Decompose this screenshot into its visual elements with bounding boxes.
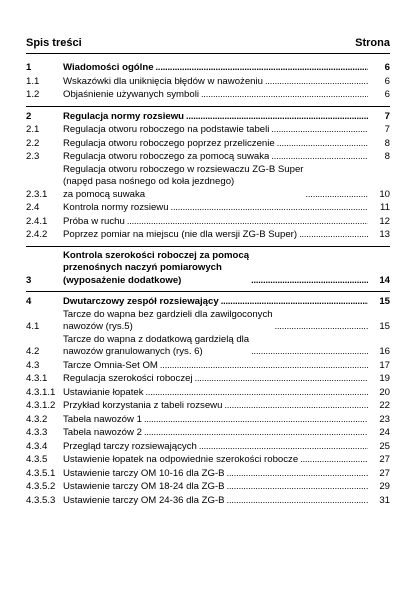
toc-entry-page: 6 <box>384 89 390 100</box>
toc-entry-number: 4 <box>26 296 32 307</box>
toc-entry-title-line: Regulacja otworu roboczego za pomocą suwaka <box>63 151 270 162</box>
toc-entry <box>26 75 390 89</box>
toc-entry-title-line: Objaśnienie używanych symboli <box>63 89 199 100</box>
toc-entry-title-line: Tarcze Omnia-Set OM <box>63 359 158 371</box>
toc-entry <box>26 164 390 202</box>
toc-entry-page: 12 <box>379 215 390 227</box>
dot-leader <box>306 188 369 202</box>
toc-entry-title-line: Regulacja szerokości roboczej <box>63 373 193 384</box>
toc-entry-number: 4.3.1 <box>26 373 48 384</box>
toc-entry-number: 4.3.5.1 <box>26 467 56 479</box>
toc-entry <box>26 228 390 242</box>
toc-entry-page: 17 <box>379 359 390 371</box>
toc-entry-page: 20 <box>379 386 390 398</box>
toc-entry-number: 2.3 <box>26 151 40 162</box>
toc-entry-title <box>63 250 249 288</box>
toc-entry-title-line: Regulacja otworu roboczego w rozsiewaczu ZG-B Super <box>63 163 304 175</box>
toc-entry-number: 4.3.1.1 <box>26 386 56 398</box>
toc-entry-number: 2.1 <box>26 124 40 135</box>
toc-entry-number: 4.3.5.2 <box>26 481 56 492</box>
toc-entry <box>26 453 390 467</box>
toc-entry-page: 19 <box>379 373 390 384</box>
toc-entry-title-line: Regulacja normy rozsiewu <box>63 110 185 122</box>
toc-entry-title-line: Przegląd tarczy rozsiewających <box>63 440 197 452</box>
toc-entry-title-line: Tabela nawozów 1 <box>63 413 142 425</box>
toc-entry-title <box>63 138 275 151</box>
dot-leader <box>277 137 368 151</box>
toc-entry-number: 4.3 <box>26 359 40 371</box>
toc-entry-number: 1.2 <box>26 89 40 100</box>
toc-entry-title-line: Tabela nawozów 2 <box>63 427 142 438</box>
toc-entry-page: 24 <box>379 427 390 438</box>
dot-leader <box>221 295 368 309</box>
toc-entry-page: 25 <box>379 440 390 452</box>
toc-entry-page: 15 <box>379 321 390 332</box>
dot-leader <box>201 88 368 102</box>
dot-leader <box>156 61 368 75</box>
toc-entry-title <box>63 296 219 309</box>
toc-chapter-entry <box>26 246 390 288</box>
toc-entry-page: 16 <box>379 346 390 357</box>
toc-entry-title <box>63 334 249 359</box>
toc-entry-number: 2.4 <box>26 202 40 213</box>
dot-leader <box>127 215 368 229</box>
dot-leader <box>251 274 368 288</box>
toc-entry-number: 4.3.4 <box>26 440 48 452</box>
toc-entry-page: 29 <box>379 481 390 492</box>
toc-entry-title <box>63 124 269 137</box>
toc-entry-title <box>63 427 142 440</box>
toc-entry-number: 4.2 <box>26 346 40 357</box>
toc-entry <box>26 150 390 164</box>
toc-entry-title-line: Próba w ruchu <box>63 215 125 227</box>
toc-entry-number: 4.1 <box>26 321 40 332</box>
toc-entry-title-line: Dwutarczowy zespół rozsiewający <box>63 296 219 307</box>
toc-entry-title-line: Wiadomości ogólne <box>63 62 154 73</box>
toc-entry-page: 13 <box>379 229 390 240</box>
toc-entry-title <box>63 360 158 373</box>
toc-entry-page: 6 <box>384 75 390 87</box>
dot-leader <box>251 345 368 359</box>
toc-entry-title-line: Wskazówki dla uniknięcia błędów w nawożeniu <box>63 75 263 87</box>
toc-entry-page: 7 <box>384 124 390 135</box>
dot-leader <box>171 201 368 215</box>
dot-leader <box>300 453 368 467</box>
toc-entry-title <box>63 216 125 229</box>
table-of-contents <box>26 61 390 507</box>
toc-entry-title-line: za pomocą suwaka <box>63 188 146 200</box>
page-column-label: Strona <box>355 37 390 49</box>
toc-entry-title <box>63 468 225 481</box>
toc-entry-title-line: Ustawienie tarczy OM 24-36 dla ZG-B <box>63 494 225 506</box>
dot-leader <box>227 480 368 494</box>
toc-entry-title <box>63 373 193 386</box>
toc-header <box>26 35 390 54</box>
toc-entry <box>26 334 390 359</box>
toc-entry-title-line: Ustawienie łopatek na odpowiednie szerokości robocze <box>63 454 299 465</box>
dot-leader <box>195 372 368 386</box>
toc-entry-number: 2.4.1 <box>26 215 48 227</box>
toc-entry-title <box>63 229 297 242</box>
toc-entry-page: 10 <box>379 188 390 200</box>
toc-entry-title <box>63 164 304 202</box>
dot-leader <box>227 467 368 481</box>
toc-entry-title <box>63 76 263 89</box>
toc-entry-number: 2 <box>26 110 32 122</box>
dot-leader <box>265 75 368 89</box>
toc-entry-title <box>63 481 225 494</box>
toc-entry-page: 31 <box>379 494 390 506</box>
toc-entry-number: 3 <box>26 274 32 286</box>
toc-entry-number: 4.3.5.3 <box>26 494 56 506</box>
dot-leader <box>144 413 368 427</box>
toc-entry <box>26 440 390 454</box>
toc-entry <box>26 467 390 481</box>
toc-entry-title <box>63 441 197 454</box>
toc-entry-title-line: Ustawienie tarczy OM 18-24 dla ZG-B <box>63 481 225 492</box>
toc-entry-number: 2.2 <box>26 137 40 149</box>
dot-leader <box>224 399 368 413</box>
toc-entry-page: 23 <box>379 413 390 425</box>
toc-entry <box>26 494 390 508</box>
toc-entry <box>26 426 390 440</box>
toc-entry-title <box>63 62 154 75</box>
toc-entry-page: 22 <box>379 400 390 411</box>
toc-entry-title-line: (wyposażenie dodatkowe) <box>63 274 182 286</box>
toc-entry-title-line: Ustawianie łopatek <box>63 386 144 398</box>
toc-entry-title-line: nawozów granulowanych (rys. 6) <box>63 346 203 357</box>
toc-entry-page: 6 <box>384 62 390 73</box>
toc-entry-number: 1.1 <box>26 75 40 87</box>
toc-chapter-entry <box>26 106 390 124</box>
dot-leader <box>275 320 368 334</box>
dot-leader <box>146 386 368 400</box>
toc-entry-title-line: Tarcze do wapna bez gardzieli dla zawilgoconych <box>63 308 273 320</box>
toc-entry-title-line: Regulacja otworu roboczego poprzez przeliczenie <box>63 137 275 149</box>
toc-entry-title-line: nawozów (rys.5) <box>63 321 133 332</box>
document-page <box>26 35 390 507</box>
toc-entry-number: 4.3.2 <box>26 413 48 425</box>
toc-entry <box>26 386 390 400</box>
toc-entry-title <box>63 89 199 102</box>
toc-entry-page: 7 <box>384 110 390 122</box>
toc-entry-title-line: Regulacja otworu roboczego na podstawie tabeli <box>63 124 270 135</box>
toc-entry-title <box>63 309 273 334</box>
toc-entry <box>26 309 390 334</box>
toc-entry-title-line: Przykład korzystania z tabeli rozsewu <box>63 400 223 411</box>
dot-leader <box>271 150 368 164</box>
toc-entry-page: 27 <box>379 454 390 465</box>
toc-entry-title <box>63 400 222 413</box>
toc-entry <box>26 137 390 151</box>
toc-entry-title <box>63 414 142 427</box>
dot-leader <box>144 426 368 440</box>
toc-entry-number: 1 <box>26 62 32 73</box>
toc-entry-page: 15 <box>379 296 390 307</box>
dot-leader <box>227 494 368 508</box>
toc-entry-title-line: Poprzez pomiar na miejscu (nie dla wersji ZG-B Super) <box>63 229 298 240</box>
toc-title: Spis treści <box>26 37 82 49</box>
toc-entry-number: 4.3.1.2 <box>26 400 56 411</box>
toc-entry <box>26 201 390 215</box>
toc-entry-title <box>63 111 184 124</box>
toc-entry <box>26 359 390 373</box>
toc-entry-title <box>63 202 169 215</box>
toc-entry-title-line: Tarcze do wapna z dodatkową gardzielą dla <box>63 333 250 345</box>
toc-entry-page: 8 <box>384 137 390 149</box>
dot-leader <box>186 110 368 124</box>
toc-entry-page: 14 <box>379 274 390 286</box>
toc-entry-title <box>63 495 225 508</box>
toc-entry-title-line: Kontrola normy rozsiewu <box>63 202 169 213</box>
toc-entry-page: 27 <box>379 467 390 479</box>
toc-entry <box>26 123 390 137</box>
toc-entry-title-line: przenośnych naczyń pomiarowych <box>63 262 222 273</box>
toc-entry-title <box>63 387 144 400</box>
toc-entry-title <box>63 454 298 467</box>
toc-entry <box>26 88 390 102</box>
toc-entry <box>26 372 390 386</box>
toc-entry <box>26 215 390 229</box>
toc-chapter-entry <box>26 61 390 75</box>
dot-leader <box>271 123 368 137</box>
toc-entry-number: 2.4.2 <box>26 229 48 240</box>
toc-entry <box>26 399 390 413</box>
dot-leader <box>199 440 368 454</box>
dot-leader <box>299 228 368 242</box>
toc-entry-title-line: Ustawienie tarczy OM 10-16 dla ZG-B <box>63 467 225 479</box>
dot-leader <box>160 359 368 373</box>
toc-chapter-entry <box>26 291 390 309</box>
toc-entry-title-line: Kontrola szerokości roboczej za pomocą <box>63 249 250 261</box>
toc-entry-number: 4.3.3 <box>26 427 48 438</box>
toc-entry <box>26 413 390 427</box>
toc-entry-page: 11 <box>380 202 390 213</box>
toc-entry-title-line: (napęd pasa nośnego od koła jezdnego) <box>63 176 235 187</box>
toc-entry <box>26 480 390 494</box>
toc-entry-title <box>63 151 269 164</box>
toc-entry-number: 2.3.1 <box>26 188 48 200</box>
toc-entry-page: 8 <box>384 151 390 162</box>
toc-entry-number: 4.3.5 <box>26 454 48 465</box>
